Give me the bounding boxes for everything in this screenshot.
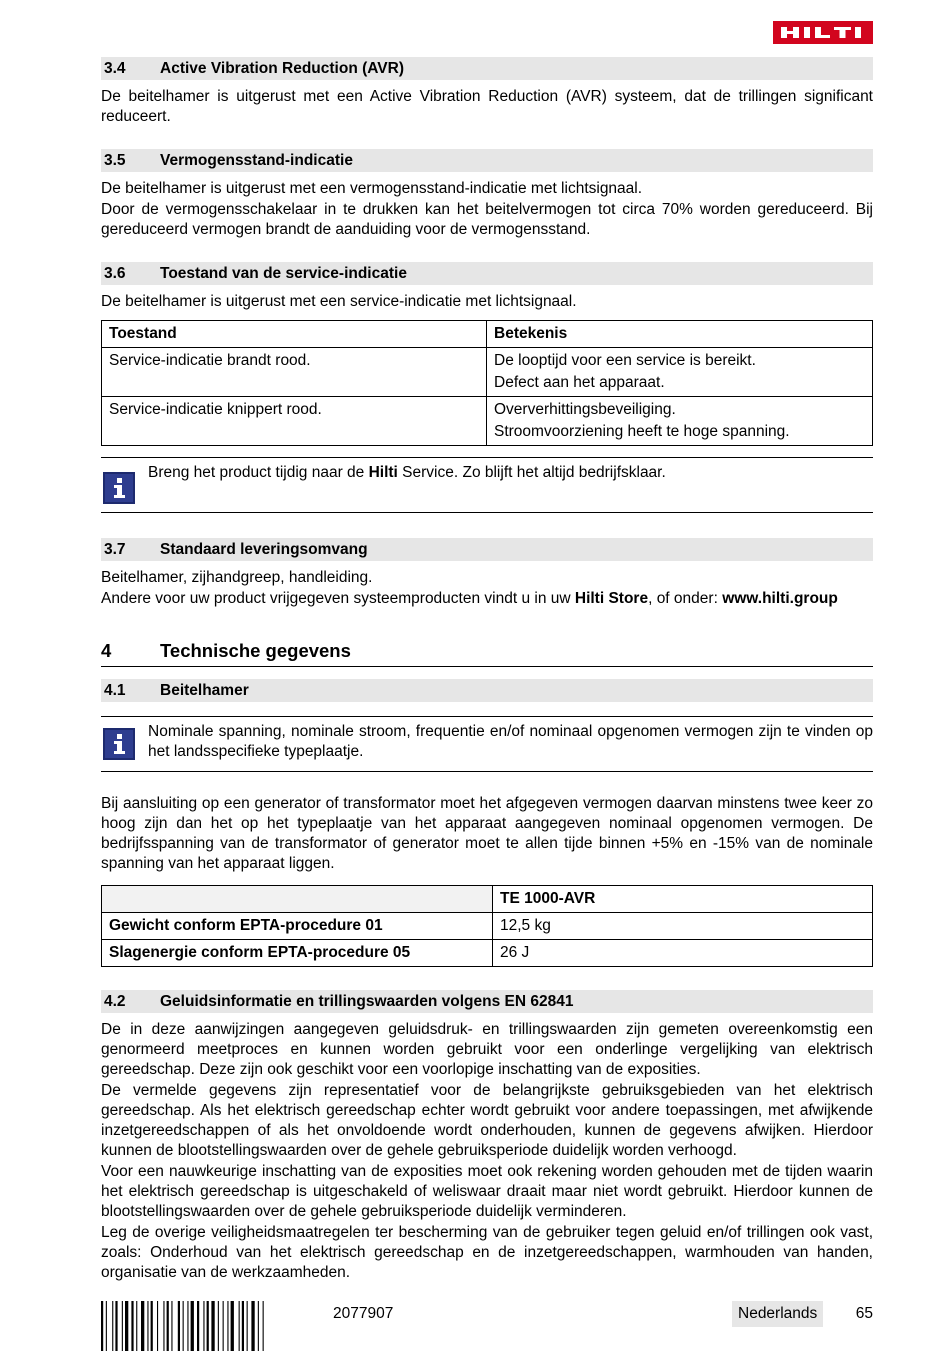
text-part: , of onder: — [648, 590, 723, 607]
section-title: Geluidsinformatie en trillingswaarden volgens EN 62841 — [160, 992, 574, 1010]
store-link[interactable]: Hilti Store — [574, 590, 649, 607]
section-body-3-5 — [101, 179, 873, 240]
section-heading-3-4 — [101, 57, 873, 80]
page-content — [101, 57, 873, 1284]
cell-line: De looptijd voor een service is bereikt. — [494, 352, 756, 369]
table-row-label: Slagenergie conform EPTA-procedure 05 — [102, 940, 493, 967]
website-link[interactable]: www.hilti.group — [722, 590, 838, 607]
language-label: Nederlands — [732, 1301, 823, 1327]
service-indicator-table — [101, 320, 873, 446]
section-number: 3.7 — [104, 540, 126, 558]
table-header-cell: TE 1000-AVR — [493, 886, 873, 913]
paragraph: De beitelhamer is uitgerust met een Active Vibration Reduction (AVR) systeem, dat de trillingen significant reduceert. — [101, 88, 873, 125]
page-number: 65 — [855, 1305, 873, 1322]
cell-line: Defect aan het apparaat. — [494, 374, 665, 391]
section-heading-4-2 — [101, 990, 873, 1013]
table-row — [102, 397, 873, 446]
table-header-row — [102, 321, 873, 348]
table-row — [102, 913, 873, 940]
note-text-part: Service. Zo blijft het altijd bedrijfsklaar. — [397, 464, 666, 481]
info-icon — [103, 472, 135, 504]
document-number: 2077907 — [333, 1305, 394, 1322]
page-footer — [101, 1301, 873, 1351]
info-note — [101, 716, 873, 772]
paragraph: Leg de overige veiligheidsmaatregelen ter bescherming van de gebruiker tegen geluid en/of trillingen ook vast, zoals: Onderhoud van het elektrisch gereedschap en de inzetgereedschappen, warmhouden van handen, organisatie van de werkzaamheden. — [101, 1224, 873, 1281]
table-cell: 12,5 kg — [493, 913, 873, 940]
section-body-3-7 — [101, 568, 873, 609]
table-cell: 26 J — [493, 940, 873, 967]
section-body-3-6 — [101, 292, 873, 312]
barcode-icon — [101, 1301, 313, 1351]
chapter-title: Technische gegevens — [160, 640, 351, 661]
paragraph — [101, 589, 873, 609]
section-body-4-1 — [101, 794, 873, 874]
section-number: 3.5 — [104, 151, 126, 169]
section-number: 3.6 — [104, 264, 126, 282]
note-text: Nominale spanning, nominale stroom, frequentie en/of nominaal opgenomen vermogen zijn te vinden op het landsspecifieke typeplaatje. — [148, 723, 873, 760]
section-body-4-2 — [101, 1020, 873, 1283]
paragraph: Beitelhamer, zijhandgreep, handleiding. — [101, 569, 373, 586]
paragraph: Voor een nauwkeurige inschatting van de exposities moet ook rekening worden gehouden met de tijden waarin het elektrisch gereedschap is uitgeschakeld of weliswaar draait maar niet wordt gebruikt. Hierdoor kunnen de blootstellingswaarden over de gehele gebruiksperiode duidelijk verminderen. — [101, 1163, 873, 1220]
note-text — [148, 463, 873, 504]
section-title: Standaard leveringsomvang — [160, 540, 368, 558]
paragraph: De beitelhamer is uitgerust met een service-indicatie met lichtsignaal. — [101, 293, 577, 310]
chapter-heading-4 — [101, 639, 873, 667]
info-note — [101, 457, 873, 513]
table-cell — [487, 397, 873, 446]
table-row — [102, 940, 873, 967]
table-row — [102, 348, 873, 397]
paragraph: Bij aansluiting op een generator of transformator moet het afgegeven vermogen daarvan minstens twee keer zo hoog zijn dan het op het typeplaatje van het apparaat aangegeven nominaal opgenomen vermogen. De bedrijfsspanning van de transformator of generator moet te allen tijde binnen +5% en -15% van de nominale spanning van het apparaat liggen. — [101, 795, 873, 872]
table-cell: Service-indicatie brandt rood. — [102, 348, 487, 397]
table-cell: Service-indicatie knippert rood. — [102, 397, 487, 446]
paragraph: De in deze aanwijzingen aangegeven geluidsdruk- en trillingswaarden zijn gemeten overeenkomstig een genormeerd meetproces en kunnen worden gebruikt voor een onderlinge vergelijking van elektrisch gereedschap. Deze zijn ook geschikt voor een voorlopige inschatting van de exposities. — [101, 1021, 873, 1078]
paragraph: De beitelhamer is uitgerust met een vermogensstand-indicatie met lichtsignaal. — [101, 180, 643, 197]
table-header-cell: Betekenis — [487, 321, 873, 348]
section-number: 3.4 — [104, 59, 126, 77]
info-icon — [103, 728, 135, 760]
chapter-number: 4 — [101, 640, 112, 661]
section-number: 4.2 — [104, 992, 126, 1010]
section-title: Vermogensstand-indicatie — [160, 151, 353, 169]
table-row-label: Gewicht conform EPTA-procedure 01 — [102, 913, 493, 940]
table-cell — [487, 348, 873, 397]
paragraph: Door de vermogensschakelaar in te drukken kan het beitelvermogen tot circa 70% worden gereduceerd. Bij gereduceerd vermogen brandt de aanduiding voor de vermogensstand. — [101, 201, 873, 238]
table-header-cell-empty — [102, 886, 493, 913]
section-heading-4-1 — [101, 679, 873, 702]
text-part: Andere voor uw product vrijgegeven systeemproducten vindt u in uw — [101, 590, 575, 607]
table-header-cell: Toestand — [102, 321, 487, 348]
section-heading-3-6 — [101, 262, 873, 285]
section-heading-3-5 — [101, 149, 873, 172]
paragraph: De vermelde gegevens zijn representatief voor de belangrijkste gebruiksgebieden van het elektrisch gereedschap. Als het elektrisch gereedschap echter wordt gebruikt voor andere toepassingen, met afwijkende inzetgereedschappen of als het onvoldoende wordt onderhouden, kunnen de gegevens afwijken. Hierdoor kunnen de blootstellingswaarden over de gehele gebruiksperiode duidelijk worden verhoogd. — [101, 1082, 873, 1159]
table-header-row — [102, 886, 873, 913]
technical-data-table — [101, 885, 873, 967]
cell-line: Stroomvoorziening heeft te hoge spanning. — [494, 423, 790, 440]
section-title: Beitelhamer — [160, 681, 249, 699]
note-text-part: Breng het product tijdig naar de — [148, 464, 369, 481]
section-title: Active Vibration Reduction (AVR) — [160, 59, 405, 77]
hilti-logo-icon — [779, 26, 867, 39]
note-text-bold: Hilti — [368, 464, 398, 481]
section-body-3-4 — [101, 87, 873, 127]
section-heading-3-7 — [101, 538, 873, 561]
section-title: Toestand van de service-indicatie — [160, 264, 407, 282]
section-number: 4.1 — [104, 681, 126, 699]
hilti-logo — [773, 21, 873, 44]
cell-line: Oververhittingsbeveiliging. — [494, 401, 676, 418]
